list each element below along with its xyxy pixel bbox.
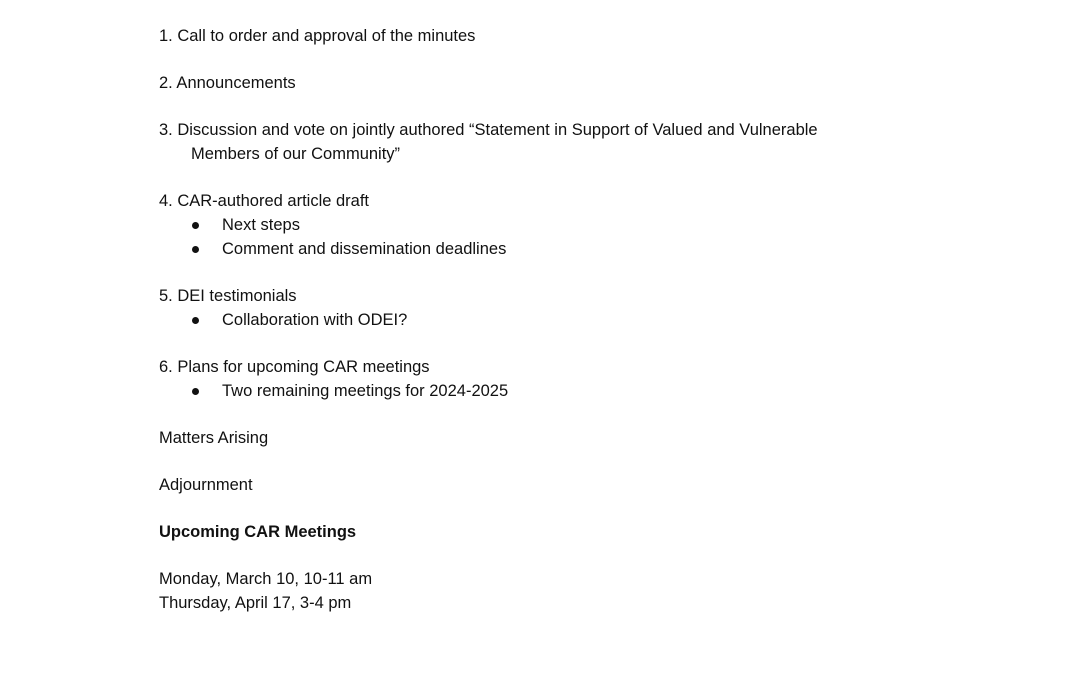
agenda-item-5 [159,284,919,332]
sub-item [159,237,919,261]
sub-item-list [159,308,919,332]
sub-item-list [159,213,919,261]
sub-item-text: Comment and dissemination deadlines [222,240,507,258]
matters-arising: Matters Arising [159,429,269,447]
sub-item [159,308,919,332]
sub-item-text: Two remaining meetings for 2024-2025 [222,382,509,400]
adjournment: Adjournment [159,476,253,494]
meeting-date: Thursday, April 17, 3-4 pm [159,594,352,612]
agenda-item-text: 4. CAR-authored article draft [159,192,370,210]
sub-item-text: Next steps [222,216,300,234]
sub-item-list [159,379,919,403]
agenda-item-4 [159,189,919,261]
upcoming-meetings-heading: Upcoming CAR Meetings [159,523,357,541]
agenda-item-1 [159,24,919,48]
agenda-item-text: 2. Announcements [159,74,296,92]
sub-item [159,213,919,237]
bullet-icon [192,222,199,229]
bullet-icon [192,246,199,253]
agenda-item-3 [159,118,919,166]
agenda-item-text: 1. Call to order and approval of the minutes [159,27,476,45]
sub-item-text: Collaboration with ODEI? [222,311,408,329]
upcoming-meetings-list [159,567,919,615]
sub-item [159,379,919,403]
agenda-document [159,24,919,615]
bullet-icon [192,317,199,324]
agenda-item-text: 5. DEI testimonials [159,287,297,305]
bullet-icon [192,388,199,395]
agenda-item-text: 3. Discussion and vote on jointly authored “Statement in Support of Valued and Vulnerable [159,121,818,139]
agenda-item-2 [159,71,919,95]
agenda-item-text-continued: Members of our Community” [191,145,401,163]
meeting-date: Monday, March 10, 10-11 am [159,570,373,588]
agenda-item-6 [159,355,919,403]
agenda-item-text: 6. Plans for upcoming CAR meetings [159,358,430,376]
